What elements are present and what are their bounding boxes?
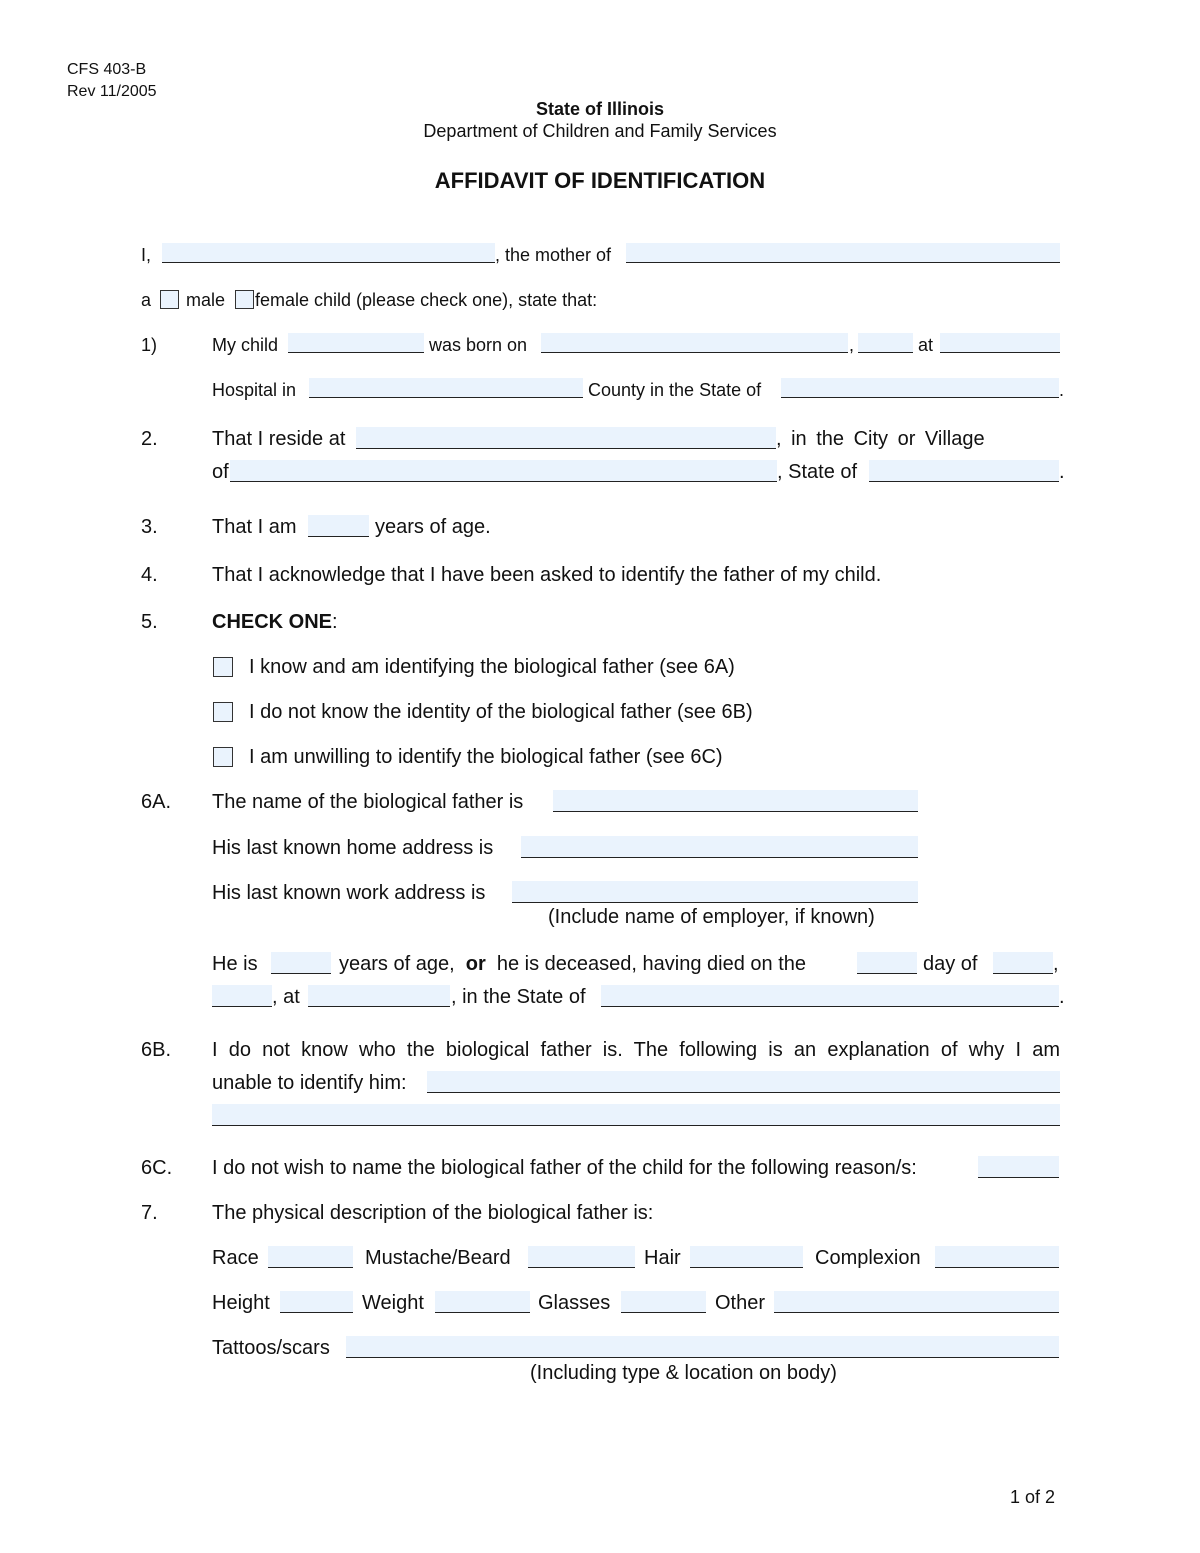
department-name: Department of Children and Family Services xyxy=(423,121,777,141)
mustache-label: Mustache/Beard xyxy=(365,1247,511,1269)
hospital-city-field[interactable] xyxy=(309,378,583,398)
male-checkbox[interactable] xyxy=(160,290,179,309)
item-6c-number: 6C. xyxy=(141,1157,173,1179)
item-6b-line-1: I do not know who the biological father is. The following is an explanation of why I am xyxy=(212,1039,1060,1061)
father-home-address-field[interactable] xyxy=(521,836,918,858)
item-6c-text: I do not wish to name the biological father of the child for the following reason/s: xyxy=(212,1157,917,1179)
weight-field[interactable] xyxy=(435,1291,530,1313)
intro-prefix: I, xyxy=(141,245,152,265)
residence-city-field[interactable] xyxy=(230,460,777,482)
option-unknown-label: I do not know the identity of the biological father (see 6B) xyxy=(249,701,753,723)
item-7-number: 7. xyxy=(141,1202,158,1224)
my-child-label: My child xyxy=(212,335,279,355)
residence-address-field[interactable] xyxy=(356,427,776,449)
complexion-field[interactable] xyxy=(935,1246,1059,1268)
home-address-label: His last known home address is xyxy=(212,837,494,859)
death-day-field[interactable] xyxy=(857,952,917,974)
death-at-label: , at xyxy=(272,986,300,1008)
mustache-field[interactable] xyxy=(528,1246,635,1268)
death-place-field[interactable] xyxy=(308,985,450,1007)
item-2-period: . xyxy=(1059,461,1065,483)
complexion-label: Complexion xyxy=(815,1247,921,1269)
race-label: Race xyxy=(212,1247,259,1269)
reason-field[interactable] xyxy=(978,1156,1059,1178)
county-state-label: County in the State of xyxy=(588,380,762,400)
option-identify-label: I know and am identifying the biological father (see 6A) xyxy=(249,656,735,678)
item-1-number: 1) xyxy=(141,335,158,355)
female-label: female child (please check one), state that: xyxy=(255,290,598,310)
height-label: Height xyxy=(212,1292,270,1314)
mother-name-field[interactable] xyxy=(162,243,495,263)
tattoos-field[interactable] xyxy=(346,1336,1059,1358)
form-number: CFS 403-B xyxy=(67,61,147,78)
weight-label: Weight xyxy=(362,1292,424,1314)
death-state-label: , in the State of xyxy=(451,986,586,1008)
hospital-in-label: Hospital in xyxy=(212,380,297,400)
option-unwilling-checkbox[interactable] xyxy=(213,747,233,767)
item-6a-number: 6A. xyxy=(141,791,172,813)
race-field[interactable] xyxy=(268,1246,353,1268)
item-6a-period: . xyxy=(1059,986,1065,1008)
state-name: State of Illinois xyxy=(535,99,664,119)
check-one-heading xyxy=(212,611,338,634)
he-is-label: He is xyxy=(212,953,258,975)
in-city-label: , in the City or Village xyxy=(776,428,985,450)
intro-a: a xyxy=(141,290,152,310)
day-of-label: day of xyxy=(923,953,978,975)
other-label: Other xyxy=(715,1292,766,1314)
age-pre-label: That I am xyxy=(212,516,297,538)
father-name-field[interactable] xyxy=(553,790,918,812)
glasses-field[interactable] xyxy=(621,1291,706,1313)
item-3-number: 3. xyxy=(141,516,158,538)
state-of-label: , State of xyxy=(777,461,858,483)
years-of-age-label xyxy=(339,953,806,976)
item-2-number: 2. xyxy=(141,428,158,450)
tattoos-label: Tattoos/scars xyxy=(212,1337,330,1359)
age-post-label: years of age. xyxy=(375,516,491,538)
item-4-number: 4. xyxy=(141,564,158,586)
father-name-label: The name of the biological father is xyxy=(212,791,524,813)
option-unwilling-label: I am unwilling to identify the biological father (see 6C) xyxy=(249,746,723,768)
glasses-label: Glasses xyxy=(538,1292,611,1314)
tattoos-note: (Including type & location on body) xyxy=(530,1362,837,1384)
explanation-field-2[interactable] xyxy=(212,1104,1060,1126)
hair-field[interactable] xyxy=(690,1246,803,1268)
child-name-field[interactable] xyxy=(626,243,1060,263)
at-label: at xyxy=(918,335,934,355)
option-unknown-checkbox[interactable] xyxy=(213,702,233,722)
reside-at-label: That I reside at xyxy=(212,428,346,450)
page-title: AFFIDAVIT OF IDENTIFICATION xyxy=(434,168,766,193)
item-4-text: That I acknowledge that I have been asked to identify the father of my child. xyxy=(212,564,882,586)
death-comma: , xyxy=(1053,953,1059,975)
hair-label: Hair xyxy=(644,1247,681,1269)
mother-of-label: , the mother of xyxy=(495,245,612,265)
residence-state-field[interactable] xyxy=(869,460,1059,482)
work-address-label: His last known work address is xyxy=(212,882,486,904)
work-address-note: (Include name of employer, if known) xyxy=(548,906,875,928)
item-7-text: The physical description of the biological father is: xyxy=(212,1202,654,1224)
birth-date-field[interactable] xyxy=(541,333,848,353)
deceased-label: he is deceased, having died on the xyxy=(496,953,806,975)
item-6b-number: 6B. xyxy=(141,1039,172,1061)
item-1-period: . xyxy=(1059,380,1065,400)
revision-date: Rev 11/2005 xyxy=(67,83,157,100)
death-year-field[interactable] xyxy=(212,985,272,1007)
father-work-address-field[interactable] xyxy=(512,881,918,903)
check-one-colon: : xyxy=(332,611,338,633)
explanation-field-1[interactable] xyxy=(427,1071,1060,1093)
death-state-field[interactable] xyxy=(601,985,1059,1007)
birth-hospital-field[interactable] xyxy=(940,333,1060,353)
of-label: of xyxy=(212,461,229,483)
or-label: or xyxy=(465,953,486,975)
years-of-age-text: years of age, xyxy=(339,953,455,975)
mother-age-field[interactable] xyxy=(308,515,369,537)
born-on-label: was born on xyxy=(429,335,528,355)
birth-comma: , xyxy=(849,335,855,355)
other-field[interactable] xyxy=(774,1291,1059,1313)
item-6b-line-2: unable to identify him: xyxy=(212,1072,407,1094)
option-identify-checkbox[interactable] xyxy=(213,657,233,677)
item-5-number: 5. xyxy=(141,611,158,633)
male-label: male xyxy=(186,290,226,310)
child-field[interactable] xyxy=(288,333,424,353)
female-checkbox[interactable] xyxy=(235,290,254,309)
father-age-field[interactable] xyxy=(271,952,331,974)
birth-year-field[interactable] xyxy=(858,333,913,353)
death-month-field[interactable] xyxy=(993,952,1053,974)
birth-state-field[interactable] xyxy=(781,378,1059,398)
check-one-label: CHECK ONE xyxy=(212,611,333,633)
page-number: 1 of 2 xyxy=(1010,1487,1056,1507)
height-field[interactable] xyxy=(280,1291,353,1313)
